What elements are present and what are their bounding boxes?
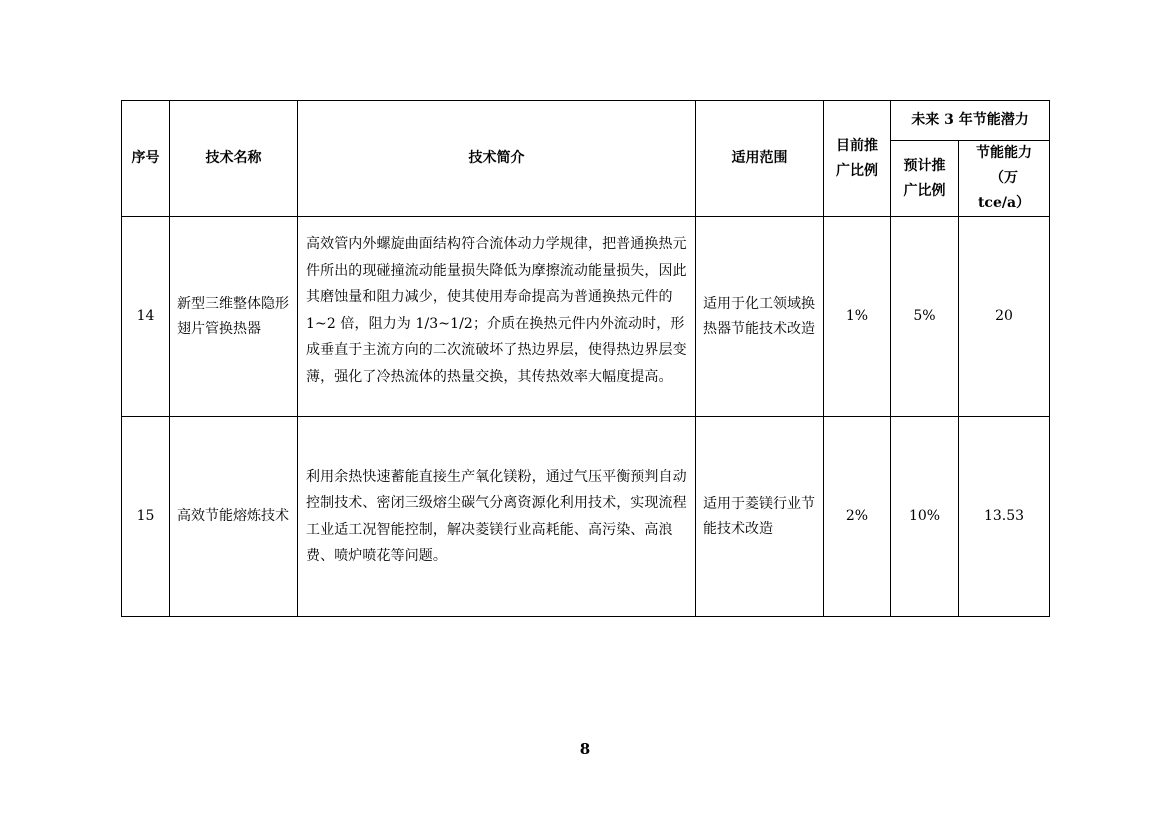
row-current-ratio: 2% bbox=[824, 417, 891, 617]
table-header-row bbox=[122, 101, 1050, 141]
row-expected-ratio: 10% bbox=[891, 417, 959, 617]
header-capacity: 节能能力（万 tce/a） bbox=[959, 141, 1050, 217]
header-description: 技术简介 bbox=[298, 101, 696, 217]
header-current-ratio: 目前推广比例 bbox=[824, 101, 891, 217]
row-capacity: 20 bbox=[959, 217, 1050, 417]
row-description: 高效管内外螺旋曲面结构符合流体动力学规律，把普通换热元件所出的现碰撞流动能量损失降低为摩擦流动能量损失，因此其磨蚀量和阻力减少，使其使用寿命提高为普通换热元件的 1~2 倍，阻力为 1/3~1/2；介质在换热元件内外流动时，形成垂直于主流方向的二次流破坏了热边界层，使得热边界层变薄，强化了冷热流体的热量交换，其传热效率大幅度提高。 bbox=[298, 217, 696, 417]
table-row bbox=[122, 217, 1050, 417]
row-index: 14 bbox=[122, 217, 170, 417]
row-expected-ratio: 5% bbox=[891, 217, 959, 417]
row-current-ratio: 1% bbox=[824, 217, 891, 417]
header-potential-group: 未来 3 年节能潜力 bbox=[891, 101, 1050, 141]
header-scope: 适用范围 bbox=[696, 101, 824, 217]
row-capacity: 13.53 bbox=[959, 417, 1050, 617]
row-name: 新型三维整体隐形翅片管换热器 bbox=[170, 217, 298, 417]
page-number: 8 bbox=[579, 740, 591, 758]
row-description: 利用余热快速蓄能直接生产氧化镁粉，通过气压平衡预判自动控制技术、密闭三级熔尘碳气分离资源化利用技术，实现流程工业适工况智能控制，解决菱镁行业高耗能、高污染、高浪费、喷炉喷花等问题。 bbox=[298, 417, 696, 617]
table-row bbox=[122, 417, 1050, 617]
row-scope: 适用于化工领域换热器节能技术改造 bbox=[696, 217, 824, 417]
energy-saving-technology-table bbox=[121, 100, 1050, 617]
header-name: 技术名称 bbox=[170, 101, 298, 217]
row-name: 高效节能熔炼技术 bbox=[170, 417, 298, 617]
row-scope: 适用于菱镁行业节能技术改造 bbox=[696, 417, 824, 617]
row-index: 15 bbox=[122, 417, 170, 617]
header-expected-ratio: 预计推广比例 bbox=[891, 141, 959, 217]
header-index: 序号 bbox=[122, 101, 170, 217]
